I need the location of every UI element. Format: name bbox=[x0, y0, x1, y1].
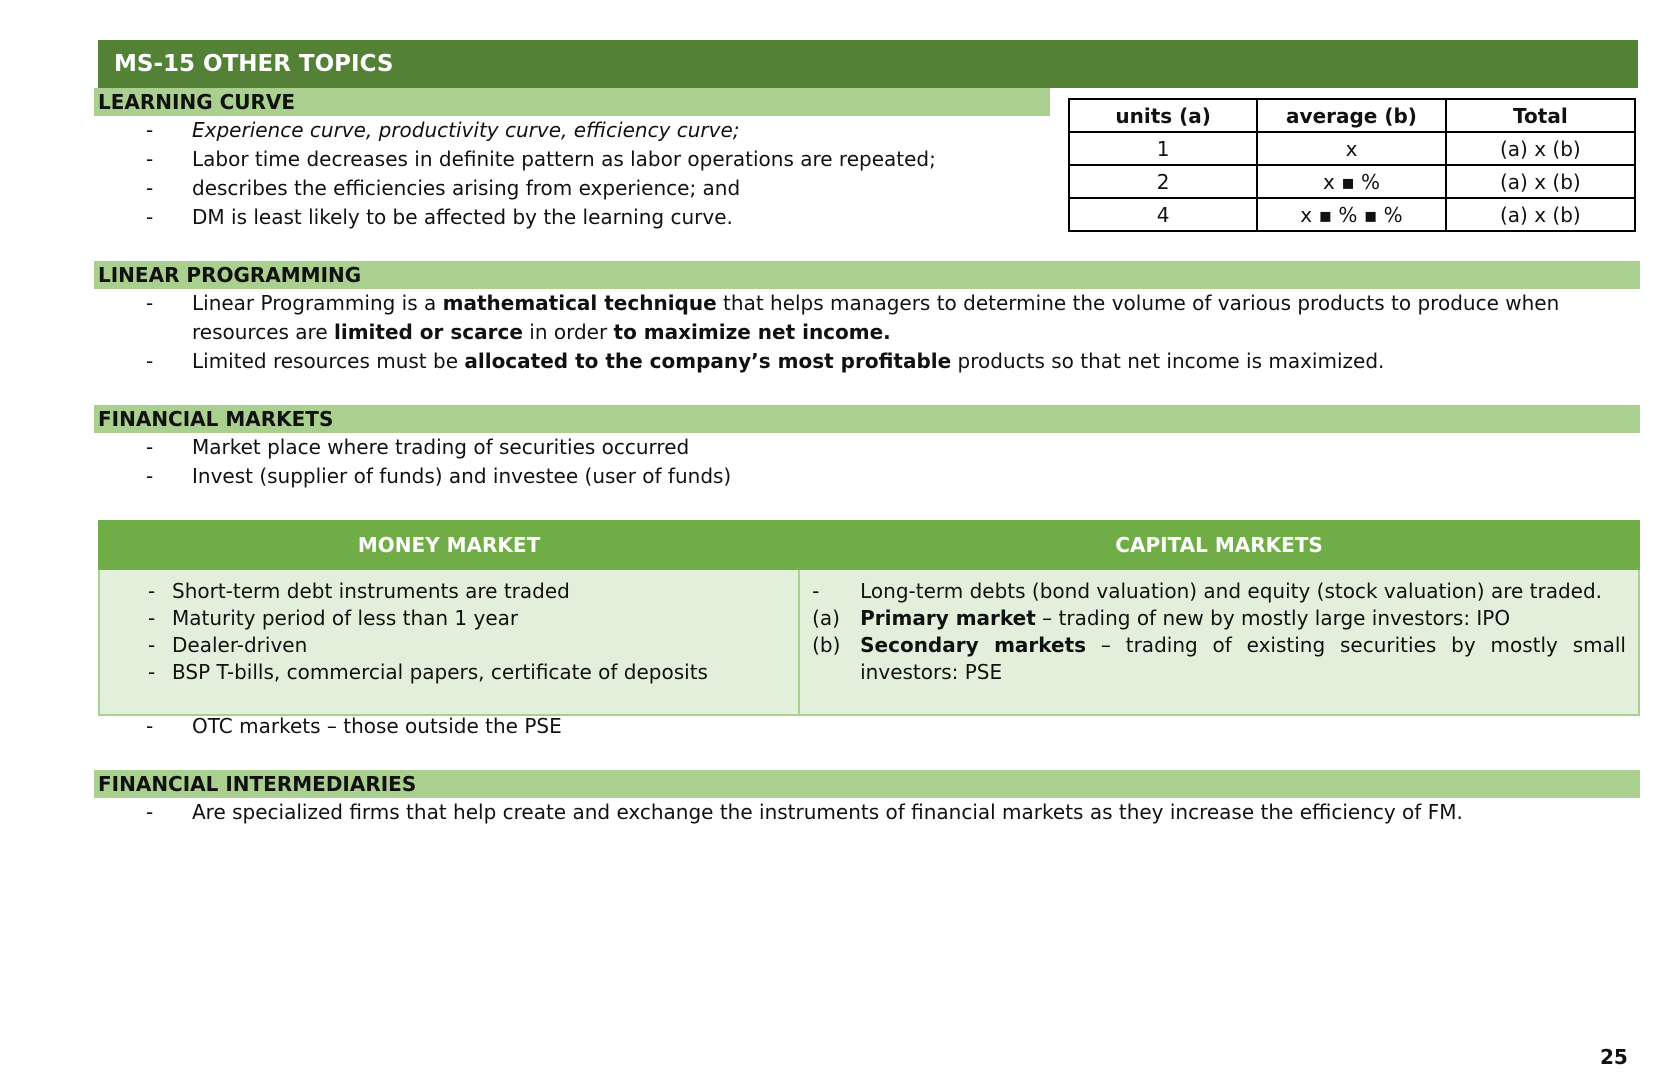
list-item: Experience curve, productivity curve, efficiency curve; bbox=[192, 118, 740, 142]
learning-curve-heading: LEARNING CURVE bbox=[94, 88, 1050, 116]
bullet-dash: - bbox=[812, 579, 820, 603]
list-item: DM is least likely to be affected by the learning curve. bbox=[192, 205, 733, 229]
bold-text: Secondary markets bbox=[860, 633, 1087, 657]
bold-text: limited or scarce bbox=[333, 320, 523, 344]
financial-markets-bullets bbox=[94, 433, 1644, 491]
table-row bbox=[1069, 198, 1635, 231]
linear-programming-bullets bbox=[94, 289, 1644, 376]
bullet-dash: - bbox=[146, 118, 154, 142]
money-market-header: MONEY MARKET bbox=[99, 521, 799, 569]
capital-markets-header: CAPITAL MARKETS bbox=[799, 521, 1639, 569]
linear-programming-heading: LINEAR PROGRAMMING bbox=[94, 261, 1640, 289]
list-marker: (a) bbox=[812, 606, 840, 630]
bullet-dash: - bbox=[146, 176, 154, 200]
money-market-cell bbox=[99, 569, 799, 715]
list-item: Labor time decreases in definite pattern as labor operations are repeated; bbox=[192, 147, 936, 171]
list-marker: (b) bbox=[812, 633, 841, 657]
financial-markets-heading: FINANCIAL MARKETS bbox=[94, 405, 1640, 433]
page-number: 25 bbox=[1600, 1045, 1628, 1069]
bullet-dash: - bbox=[148, 660, 156, 684]
bold-text: Primary market bbox=[860, 606, 1036, 630]
list-item: Short-term debt instruments are traded bbox=[172, 579, 570, 603]
list-item: describes the efficiencies arising from experience; and bbox=[192, 176, 741, 200]
list-item: Dealer-driven bbox=[172, 633, 308, 657]
page-title: MS-15 OTHER TOPICS bbox=[98, 40, 1638, 88]
text-segment: in order bbox=[522, 320, 614, 344]
table-row bbox=[1069, 132, 1635, 165]
list-item: Invest (supplier of funds) and investee (user of funds) bbox=[192, 464, 732, 488]
table-cell: 4 bbox=[1069, 198, 1257, 231]
bold-text: allocated to the company’s most profitable bbox=[464, 349, 952, 373]
list-item: BSP T-bills, commercial papers, certificate of deposits bbox=[172, 660, 708, 684]
bullet-dash: - bbox=[146, 291, 154, 315]
bullet-dash: - bbox=[146, 349, 154, 373]
learning-curve-bullets bbox=[94, 116, 1054, 232]
otc-bullet bbox=[94, 712, 1644, 741]
table-header-cell: Total bbox=[1446, 99, 1635, 132]
list-item: Maturity period of less than 1 year bbox=[172, 606, 519, 630]
financial-intermediaries-bullets bbox=[94, 798, 1644, 827]
bold-text: to maximize net income. bbox=[613, 320, 891, 344]
bullet-dash: - bbox=[146, 714, 154, 738]
bullet-dash: - bbox=[146, 205, 154, 229]
table-cell: (a) x (b) bbox=[1446, 165, 1635, 198]
list-item: Are specialized firms that help create and exchange the instruments of financial markets as they increase the efficiency of FM. bbox=[192, 800, 1463, 824]
text-segment: – trading of existing securities by mostly small investors: PSE bbox=[860, 633, 1626, 684]
table-header-row bbox=[1069, 99, 1635, 132]
capital-markets-cell bbox=[799, 569, 1639, 715]
bullet-dash: - bbox=[146, 147, 154, 171]
list-item bbox=[94, 289, 1644, 347]
table-cell: 2 bbox=[1069, 165, 1257, 198]
bold-text: mathematical technique bbox=[442, 291, 717, 315]
bullet-dash: - bbox=[148, 579, 156, 603]
list-item bbox=[860, 605, 1626, 632]
table-cell: (a) x (b) bbox=[1446, 132, 1635, 165]
list-item: Market place where trading of securities occurred bbox=[192, 435, 690, 459]
table-cell: 1 bbox=[1069, 132, 1257, 165]
table-header-cell: average (b) bbox=[1257, 99, 1445, 132]
list-item bbox=[94, 347, 1644, 376]
list-item: Long-term debts (bond valuation) and equity (stock valuation) are traded. bbox=[860, 579, 1603, 603]
bullet-dash: - bbox=[146, 464, 154, 488]
bullet-dash: - bbox=[148, 606, 156, 630]
list-item bbox=[860, 632, 1626, 686]
text-segment: – trading of new by mostly large investors: IPO bbox=[1035, 606, 1511, 630]
text-segment: products so that net income is maximized. bbox=[951, 349, 1385, 373]
learning-curve-table bbox=[1068, 98, 1636, 232]
text-segment: that helps managers to determine the volume of various products to produce when resources are bbox=[192, 291, 1560, 344]
markets-table bbox=[98, 520, 1640, 716]
bullet-dash: - bbox=[146, 800, 154, 824]
table-header-cell: units (a) bbox=[1069, 99, 1257, 132]
table-cell: x ▪ % bbox=[1257, 165, 1445, 198]
bullet-dash: - bbox=[146, 435, 154, 459]
table-cell: x ▪ % ▪ % bbox=[1257, 198, 1445, 231]
text-segment: Limited resources must be bbox=[192, 349, 465, 373]
financial-intermediaries-heading: FINANCIAL INTERMEDIARIES bbox=[94, 770, 1640, 798]
table-cell: x bbox=[1257, 132, 1445, 165]
table-row bbox=[1069, 165, 1635, 198]
bullet-dash: - bbox=[148, 633, 156, 657]
table-cell: (a) x (b) bbox=[1446, 198, 1635, 231]
list-item: OTC markets – those outside the PSE bbox=[192, 714, 562, 738]
text-segment: Linear Programming is a bbox=[192, 291, 443, 315]
